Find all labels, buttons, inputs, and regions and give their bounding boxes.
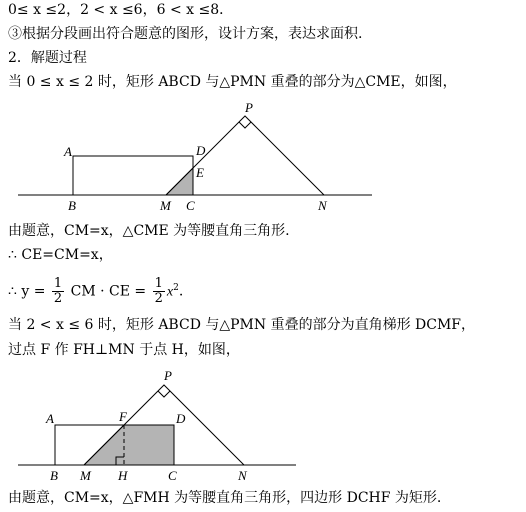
text-line-6: ∴ CE=CM=x， xyxy=(8,247,113,263)
label-d-2: D xyxy=(176,411,186,426)
label-c-1: C xyxy=(186,198,195,213)
fraction-1 xyxy=(52,277,64,306)
formula-prefix: ∴ y = xyxy=(8,283,46,300)
label-c-2: C xyxy=(168,468,177,483)
fraction-1-num: 1 xyxy=(53,276,63,292)
formula-line xyxy=(8,273,183,308)
text-line-1: 0≤ x ≤2，2 < x ≤6，6 < x ≤8． xyxy=(8,2,234,18)
label-b-1: B xyxy=(68,198,76,213)
formula-exponent: 2 xyxy=(173,283,179,293)
fraction-2-den: 2 xyxy=(154,291,163,307)
label-a-2: A xyxy=(46,411,54,426)
fraction-2 xyxy=(153,277,165,306)
text-line-3: 2．解题过程 xyxy=(8,50,87,66)
text-line-9: 过点 F 作 FH⊥MN 于点 H，如图， xyxy=(8,342,240,358)
fraction-1-den: 2 xyxy=(53,291,63,307)
right-angle-mark-2 xyxy=(158,391,170,397)
label-f-2: F xyxy=(119,409,127,424)
right-angle-mark-1 xyxy=(239,122,251,128)
formula-end: . xyxy=(178,283,184,300)
label-b-2: B xyxy=(50,468,58,483)
text-line-4: 当 0 ≤ x ≤ 2 时，矩形 ABCD 与△PMN 重叠的部分为△CME，如图， xyxy=(8,74,457,90)
text-line-2: ③根据分段画出符合题意的图形，设计方案，表达求面积. xyxy=(8,26,363,42)
fraction-2-num: 1 xyxy=(154,276,163,292)
label-d-1: D xyxy=(196,143,206,158)
text-line-8: 当 2 < x ≤ 6 时，矩形 ABCD 与△PMN 重叠的部分为直角梯形 DCMF， xyxy=(8,317,476,333)
formula-mid: CM · CE = xyxy=(70,283,147,300)
label-m-1: M xyxy=(160,198,171,213)
text-line-10: 由题意，CM=x，△FMH 为等腰直角三角形，四边形 DCHF 为矩形. xyxy=(8,490,442,506)
label-m-2: M xyxy=(80,468,91,483)
label-p-1: P xyxy=(245,100,253,115)
text-line-5: 由题意，CM=x，△CME 为等腰直角三角形. xyxy=(8,223,290,239)
label-p-2: P xyxy=(164,368,172,383)
label-a-1: A xyxy=(64,144,72,159)
label-n-1: N xyxy=(318,198,327,213)
overlap-trapezoid-dcmf xyxy=(84,425,174,465)
label-h-2: H xyxy=(118,468,128,483)
label-e-1: E xyxy=(196,165,204,180)
figure-2 xyxy=(0,365,526,490)
label-n-2: N xyxy=(238,468,247,483)
formula-x: x xyxy=(166,284,174,300)
figure-1 xyxy=(0,98,526,228)
